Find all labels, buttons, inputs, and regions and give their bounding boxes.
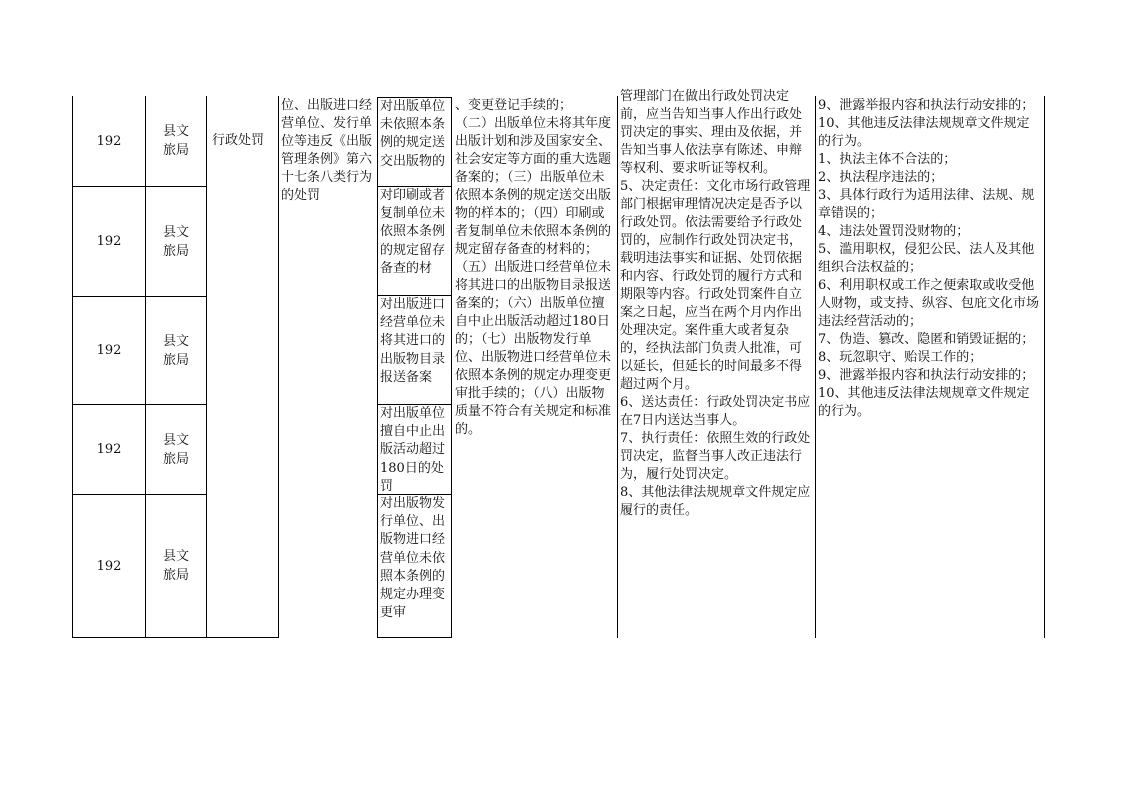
violation-content: 、变更登记手续的； （二）出版单位未将其年度出版计划和涉及国家安全、社会安定等方面的重大选题备案的；（三）出版单位未依照本条例的规定送交出版物的样本的；（四）印刷或者复制单位未依照本条例的规定留存备查的材料的；（五）出版进口经营单位未将其进口的出版物目录报送备案的；（六）出版单位擅自中止出版活动超过180日的；（七）出版物发行单位、出版物进口经营单位未依照本条例的规定办理变更审批手续的；（八）出版物质量不符合有关规定和标准的。 — [455, 98, 612, 437]
power-type: 行政处罚 — [212, 133, 265, 148]
seq-number: 192 — [96, 234, 122, 249]
seq-cell — [73, 495, 145, 637]
dept-cell — [160, 495, 192, 637]
dept-name: 县文旅局 — [162, 124, 189, 158]
sub-item-cell: 对出版单位擅自中止出版活动超过180日的处罚 — [377, 404, 452, 495]
seq-cell — [73, 96, 145, 186]
sub-item-cell: 对出版单位未依照本条例的规定送交出版物的 — [377, 97, 452, 187]
seq-cell — [73, 405, 145, 494]
dept-name: 县文旅局 — [162, 224, 189, 259]
basis-text: 位、出版进口经营单位、发行单位等违反《出版管理条例》第六十七条八类行为的处罚 — [281, 98, 373, 203]
seq-cell — [73, 187, 145, 296]
col-border — [206, 96, 207, 638]
dept-cell — [160, 297, 192, 404]
row-border — [72, 637, 278, 638]
col-border — [1044, 96, 1045, 638]
seq-number: 192 — [96, 343, 122, 358]
responsibility-text: 管理部门在做出行政处罚决定前，应当告知当事人作出行政处罚决定的事实、理由及依据，并告知当事人依法享有陈述、申辩等权利、要求听证等权利。 5、决定责任：文化市场行政管理部门根据审理情况决定是否予以行政处罚。依法需要给予行政处罚的，应制作行政处罚决定书，载明违法事实和证据、处罚依据和内容、行政处罚的履行方式和期限等内容。行政处罚案件自立案之日起，应当在两个月内作出处理决定。案件重大或者复杂的，经执法部门负责人批准，可以延长，但延长的时间最多不得超过两个月。 6、送达责任：行政处罚决定书应在7日内送达当事人。 7、执行责任：依照生效的行政处罚决定，监督当事人改正违法行为，履行处罚决定。 8、其他法律法规规章文件规定应履行的责任。 — [620, 89, 811, 518]
seq-number: 192 — [96, 558, 122, 574]
dept-cell — [160, 187, 192, 296]
accountability-text: 9、泄露举报内容和执法行动安排的； 10、其他违反法律法规规章文件规定的行为。 1、执法主体不合法的； 2、执法程序违法的； 3、具体行政行为适用法律、法规、规章错误的； 4、违法处置罚没财物的； 5、滥用职权，侵犯公民、法人及其他组织合法权益的； 6、利用职权或工作之便索取或收受他人财物，或支持、纵容、包庇文化市场违法经营活动的； 7、伪造、篡改、隐匿和销毁证据的； 8、玩忽职守、贻误工作的； 9、泄露举报内容和执法行动安排的； 10、其他违反法律法规规章文件规定的行为。 — [818, 98, 1040, 419]
sub-item-cell: 对出版进口经营单位未将其进口的出版物目录报送备案 — [377, 295, 452, 405]
dept-cell — [160, 405, 192, 494]
col-border — [617, 96, 618, 638]
col-border — [278, 96, 279, 638]
seq-number: 192 — [96, 442, 122, 457]
seq-number: 192 — [96, 133, 122, 149]
dept-name: 县文旅局 — [162, 333, 189, 368]
sub-item-cell: 对印刷或者复制单位未依照本条例的规定留存备查的材 — [377, 186, 452, 296]
sub-item-cell: 对出版物发行单位、出版物进口经营单位未依照本条例的规定办理变更审 — [377, 494, 452, 638]
seq-cell — [73, 297, 145, 404]
col-border — [145, 96, 146, 638]
dept-name: 县文旅局 — [162, 432, 189, 467]
col-border — [815, 96, 816, 638]
dept-name: 县文旅局 — [162, 549, 189, 583]
dept-cell — [160, 96, 192, 186]
